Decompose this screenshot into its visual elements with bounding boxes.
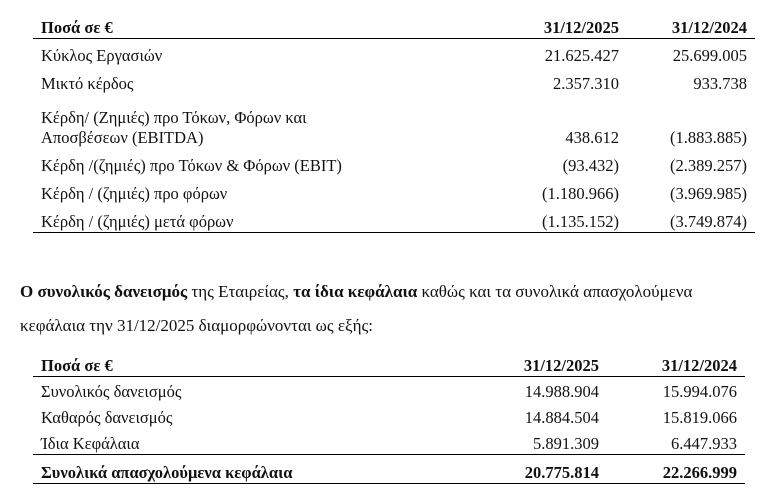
- value-2024: 25.699.005: [672, 46, 747, 65]
- row-label-line-2: Αποσβέσεων (EBITDA): [41, 128, 204, 147]
- header-label: Ποσά σε €: [33, 8, 459, 38]
- row-label: Ίδια Κεφάλαια: [41, 433, 140, 453]
- value-2024: 15.994.076: [662, 382, 737, 401]
- header-col-2024: 31/12/2024: [627, 8, 755, 38]
- row-label: Κέρδη /(ζημιές) προ Τόκων & Φόρων (EBIT): [41, 156, 342, 175]
- row-label: Συνολικός δανεισμός: [41, 382, 182, 401]
- paragraph-text-1: της Εταιρείας,: [187, 282, 294, 301]
- row-label: Κέρδη / (ζημιές) προ φόρων: [41, 184, 228, 203]
- table-row: [33, 148, 755, 176]
- row-label: Μικτό κέρδος: [41, 74, 134, 93]
- value-2024: 6.447.933: [671, 433, 737, 453]
- row-label: [33, 94, 459, 148]
- table-row: [33, 402, 745, 428]
- row-label: Κέρδη / (ζημιές) μετά φόρων: [33, 204, 459, 232]
- paragraph-bold-borrowing: Ο συνολικός δανεισμός: [20, 282, 188, 301]
- total-value-2024: 22.266.999: [607, 454, 745, 483]
- header-col-2025: 31/12/2025: [459, 8, 627, 38]
- table-row: [33, 376, 745, 402]
- capital-table: [33, 348, 745, 484]
- value-2025: 438.612: [565, 128, 619, 147]
- value-2025: 21.625.427: [544, 46, 619, 65]
- paragraph-text-2: καθώς και τα συνολικά απασχολούμενα κεφάλαια την 31/12/2025 διαμορφώνονται ως εξής:: [20, 282, 693, 335]
- total-value-2025: 20.775.814: [459, 454, 607, 483]
- paragraph-bold-equity: τα ίδια κεφάλαια: [293, 282, 418, 301]
- value-2025: (93.432): [562, 156, 619, 175]
- value-2024: 15.819.066: [662, 408, 737, 427]
- value-2024: (1.883.885): [670, 128, 747, 147]
- header-col-2024: 31/12/2024: [607, 348, 745, 376]
- table-row: [33, 94, 755, 148]
- capital-paragraph: [20, 275, 750, 343]
- table-header-row: [33, 8, 755, 38]
- header-label: Ποσά σε €: [33, 348, 459, 376]
- header-col-2025: 31/12/2025: [459, 348, 607, 376]
- table-row: [33, 204, 755, 232]
- value-2024: (3.749.874): [627, 204, 755, 232]
- table-row: [33, 38, 755, 66]
- table-row: [33, 176, 755, 204]
- table-row: [33, 428, 745, 454]
- total-row: [33, 454, 745, 483]
- table-row: [33, 66, 755, 94]
- value-2025: 14.884.504: [524, 408, 599, 427]
- financial-results-table: [33, 8, 755, 233]
- row-label: Κύκλος Εργασιών: [41, 46, 163, 65]
- table-header-row: [33, 348, 745, 376]
- value-2025: 5.891.309: [533, 433, 599, 453]
- value-2025: (1.135.152): [459, 204, 627, 232]
- value-2025: (1.180.966): [542, 184, 619, 203]
- value-2024: (3.969.985): [670, 184, 747, 203]
- row-label: Καθαρός δανεισμός: [41, 408, 173, 427]
- value-2025: 2.357.310: [553, 74, 619, 93]
- value-2024: (2.389.257): [670, 156, 747, 175]
- value-2025: 14.988.904: [524, 382, 599, 401]
- total-label: Συνολικά απασχολούμενα κεφάλαια: [33, 454, 459, 483]
- value-2024: 933.738: [693, 74, 747, 93]
- row-label-line-1: Κέρδη/ (Ζημιές) προ Τόκων, Φόρων και: [41, 108, 307, 127]
